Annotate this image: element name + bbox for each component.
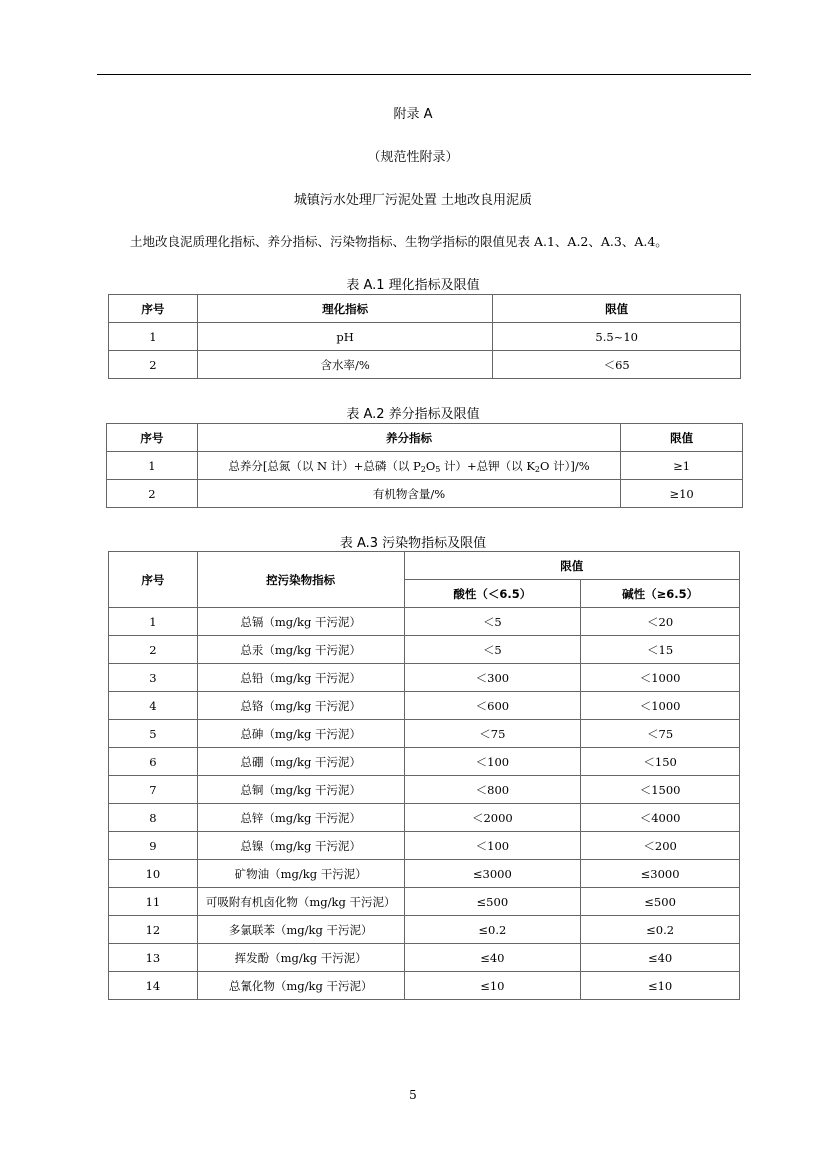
table-a3-cell: 11: [109, 888, 198, 916]
table-a2: [106, 423, 743, 508]
table-a3-cell: ＜2000: [404, 804, 581, 832]
table-a3-cell: 9: [109, 832, 198, 860]
table-row: [109, 636, 740, 664]
header-rule: [97, 74, 751, 75]
table-row: [109, 944, 740, 972]
page-number: 5: [409, 1088, 417, 1102]
table-row: [107, 452, 743, 480]
table-a3-cell: ＜1000: [581, 664, 740, 692]
table-row: [109, 720, 740, 748]
intro-paragraph: 土地改良泥质理化指标、养分指标、污染物指标、生物学指标的限值见表 A.1、A.2、A.3、A.4。: [130, 234, 668, 249]
table-a1-header-row: [109, 295, 741, 323]
table-a3-cell: ＜20: [581, 608, 740, 636]
table-row: [109, 860, 740, 888]
table-a3-cell: ＜600: [404, 692, 581, 720]
table-a3-cell: 14: [109, 972, 198, 1000]
formula-subscript: 5: [435, 464, 441, 474]
formula-text: 总养分[总氮（以 N 计）+总磷（以 P: [228, 458, 421, 473]
table-a3-cell: 总氰化物（mg/kg 干污泥）: [197, 972, 404, 1000]
table-a3-cell: ≤3000: [404, 860, 581, 888]
table-a3-cell: 4: [109, 692, 198, 720]
normative-label: （规范性附录）: [367, 150, 459, 165]
appendix-label: 附录 A: [393, 107, 433, 122]
table-a3-cell: ＜300: [404, 664, 581, 692]
table-a3-cell: 总镉（mg/kg 干污泥）: [197, 608, 404, 636]
table-a1-cell: ＜65: [493, 351, 741, 379]
table-a3-cell: ＜75: [581, 720, 740, 748]
table-a3-cell: 总铬（mg/kg 干污泥）: [197, 692, 404, 720]
table-row: [109, 323, 741, 351]
table-a1-cell: 2: [109, 351, 198, 379]
table-a3-cell: ＜75: [404, 720, 581, 748]
table-a3-cell: ＜100: [404, 748, 581, 776]
table-a3-cell: ＜100: [404, 832, 581, 860]
table-row: [109, 888, 740, 916]
table-a3-cell: ≤500: [404, 888, 581, 916]
table-row: [109, 972, 740, 1000]
table-row: [109, 916, 740, 944]
table-a3-cell: 可吸附有机卤化物（mg/kg 干污泥）: [197, 888, 404, 916]
table-a3-body: [109, 608, 740, 1000]
table-a3-cell: ≤40: [581, 944, 740, 972]
table-row: [109, 804, 740, 832]
table-a3-header-row: [109, 552, 740, 580]
table-a1-header-limit: 限值: [493, 295, 741, 323]
table-a3-cell: 总硼（mg/kg 干污泥）: [197, 748, 404, 776]
table-a3-cell: 2: [109, 636, 198, 664]
table-a1: [108, 294, 741, 379]
table-a3-cell: 总镍（mg/kg 干污泥）: [197, 832, 404, 860]
table-a3-cell: 12: [109, 916, 198, 944]
table-row: [109, 608, 740, 636]
table-a2-cell: ≥10: [621, 480, 743, 508]
formula-text: O: [425, 458, 436, 473]
table-a3-cell: ＜1500: [581, 776, 740, 804]
table-row: [109, 664, 740, 692]
table-a3-cell: 3: [109, 664, 198, 692]
table-a3-cell: 5: [109, 720, 198, 748]
table-a3-cell: 总铜（mg/kg 干污泥）: [197, 776, 404, 804]
table-a2-header-indicator: 养分指标: [197, 424, 620, 452]
table-a1-caption: 表 A.1 理化指标及限值: [346, 278, 480, 293]
table-a2-cell-total-nutrients: [197, 452, 620, 480]
table-a1-cell: 1: [109, 323, 198, 351]
formula-subscript: 2: [534, 464, 541, 474]
table-a3-cell: 总锌（mg/kg 干污泥）: [197, 804, 404, 832]
table-a2-header-no: 序号: [107, 424, 198, 452]
table-a3-cell: 6: [109, 748, 198, 776]
table-a3-cell: ＜150: [581, 748, 740, 776]
table-a1-header-indicator: 理化指标: [197, 295, 493, 323]
table-a1-cell: 含水率/%: [197, 351, 493, 379]
table-a2-caption: 表 A.2 养分指标及限值: [346, 407, 480, 422]
table-a3-header-indicator: 控污染物指标: [197, 552, 404, 608]
table-row: [109, 692, 740, 720]
table-a2-cell: 1: [107, 452, 198, 480]
table-a3-cell: 7: [109, 776, 198, 804]
table-a3-cell: ≤0.2: [404, 916, 581, 944]
table-a3-header-acid: 酸性（＜6.5）: [404, 580, 581, 608]
table-a3-cell: 10: [109, 860, 198, 888]
table-a3-cell: 总铅（mg/kg 干污泥）: [197, 664, 404, 692]
table-a3-cell: ＜15: [581, 636, 740, 664]
table-a3-header-limit: 限值: [404, 552, 740, 580]
table-a2-cell: ≥1: [621, 452, 743, 480]
table-a3-header-alkaline: 碱性（≥6.5）: [581, 580, 740, 608]
appendix-title: 城镇污水处理厂污泥处置 土地改良用泥质: [293, 193, 533, 208]
table-a3-cell: ≤40: [404, 944, 581, 972]
table-a3-cell: 总砷（mg/kg 干污泥）: [197, 720, 404, 748]
table-a2-header-row: [107, 424, 743, 452]
table-a3-cell: 1: [109, 608, 198, 636]
table-a3-cell: ＜200: [581, 832, 740, 860]
table-a3-cell: 挥发酚（mg/kg 干污泥）: [197, 944, 404, 972]
table-a3-cell: 总汞（mg/kg 干污泥）: [197, 636, 404, 664]
table-a3-cell: ＜1000: [581, 692, 740, 720]
table-a3-cell: ≤0.2: [581, 916, 740, 944]
table-a1-cell: pH: [197, 323, 493, 351]
table-a3-cell: ＜5: [404, 636, 581, 664]
table-a3-cell: ＜800: [404, 776, 581, 804]
table-row: [107, 480, 743, 508]
table-a3-cell: 13: [109, 944, 198, 972]
table-a2-header-limit: 限值: [621, 424, 743, 452]
table-a3-cell: ＜5: [404, 608, 581, 636]
table-a3-cell: ≤3000: [581, 860, 740, 888]
table-a3-cell: 多氯联苯（mg/kg 干污泥）: [197, 916, 404, 944]
table-a1-cell: 5.5~10: [493, 323, 741, 351]
table-a3-cell: ＜4000: [581, 804, 740, 832]
table-a1-header-no: 序号: [109, 295, 198, 323]
formula-text: 计）+总钾（以 K: [440, 458, 535, 473]
formula-subscript: 2: [420, 464, 426, 474]
table-a2-cell: 有机物含量/%: [197, 480, 620, 508]
table-row: [109, 832, 740, 860]
table-a3-cell: ≤10: [404, 972, 581, 1000]
table-row: [109, 748, 740, 776]
table-a3-cell: ≤10: [581, 972, 740, 1000]
table-a3-cell: ≤500: [581, 888, 740, 916]
table-a3-caption: 表 A.3 污染物指标及限值: [339, 536, 487, 551]
table-row: [109, 351, 741, 379]
table-a3-cell: 8: [109, 804, 198, 832]
table-row: [109, 776, 740, 804]
table-a3-cell: 矿物油（mg/kg 干污泥）: [197, 860, 404, 888]
table-a2-cell: 2: [107, 480, 198, 508]
table-a3: [108, 551, 740, 1000]
formula-text: O 计）]/%: [540, 458, 590, 473]
table-a3-header-no: 序号: [109, 552, 198, 608]
